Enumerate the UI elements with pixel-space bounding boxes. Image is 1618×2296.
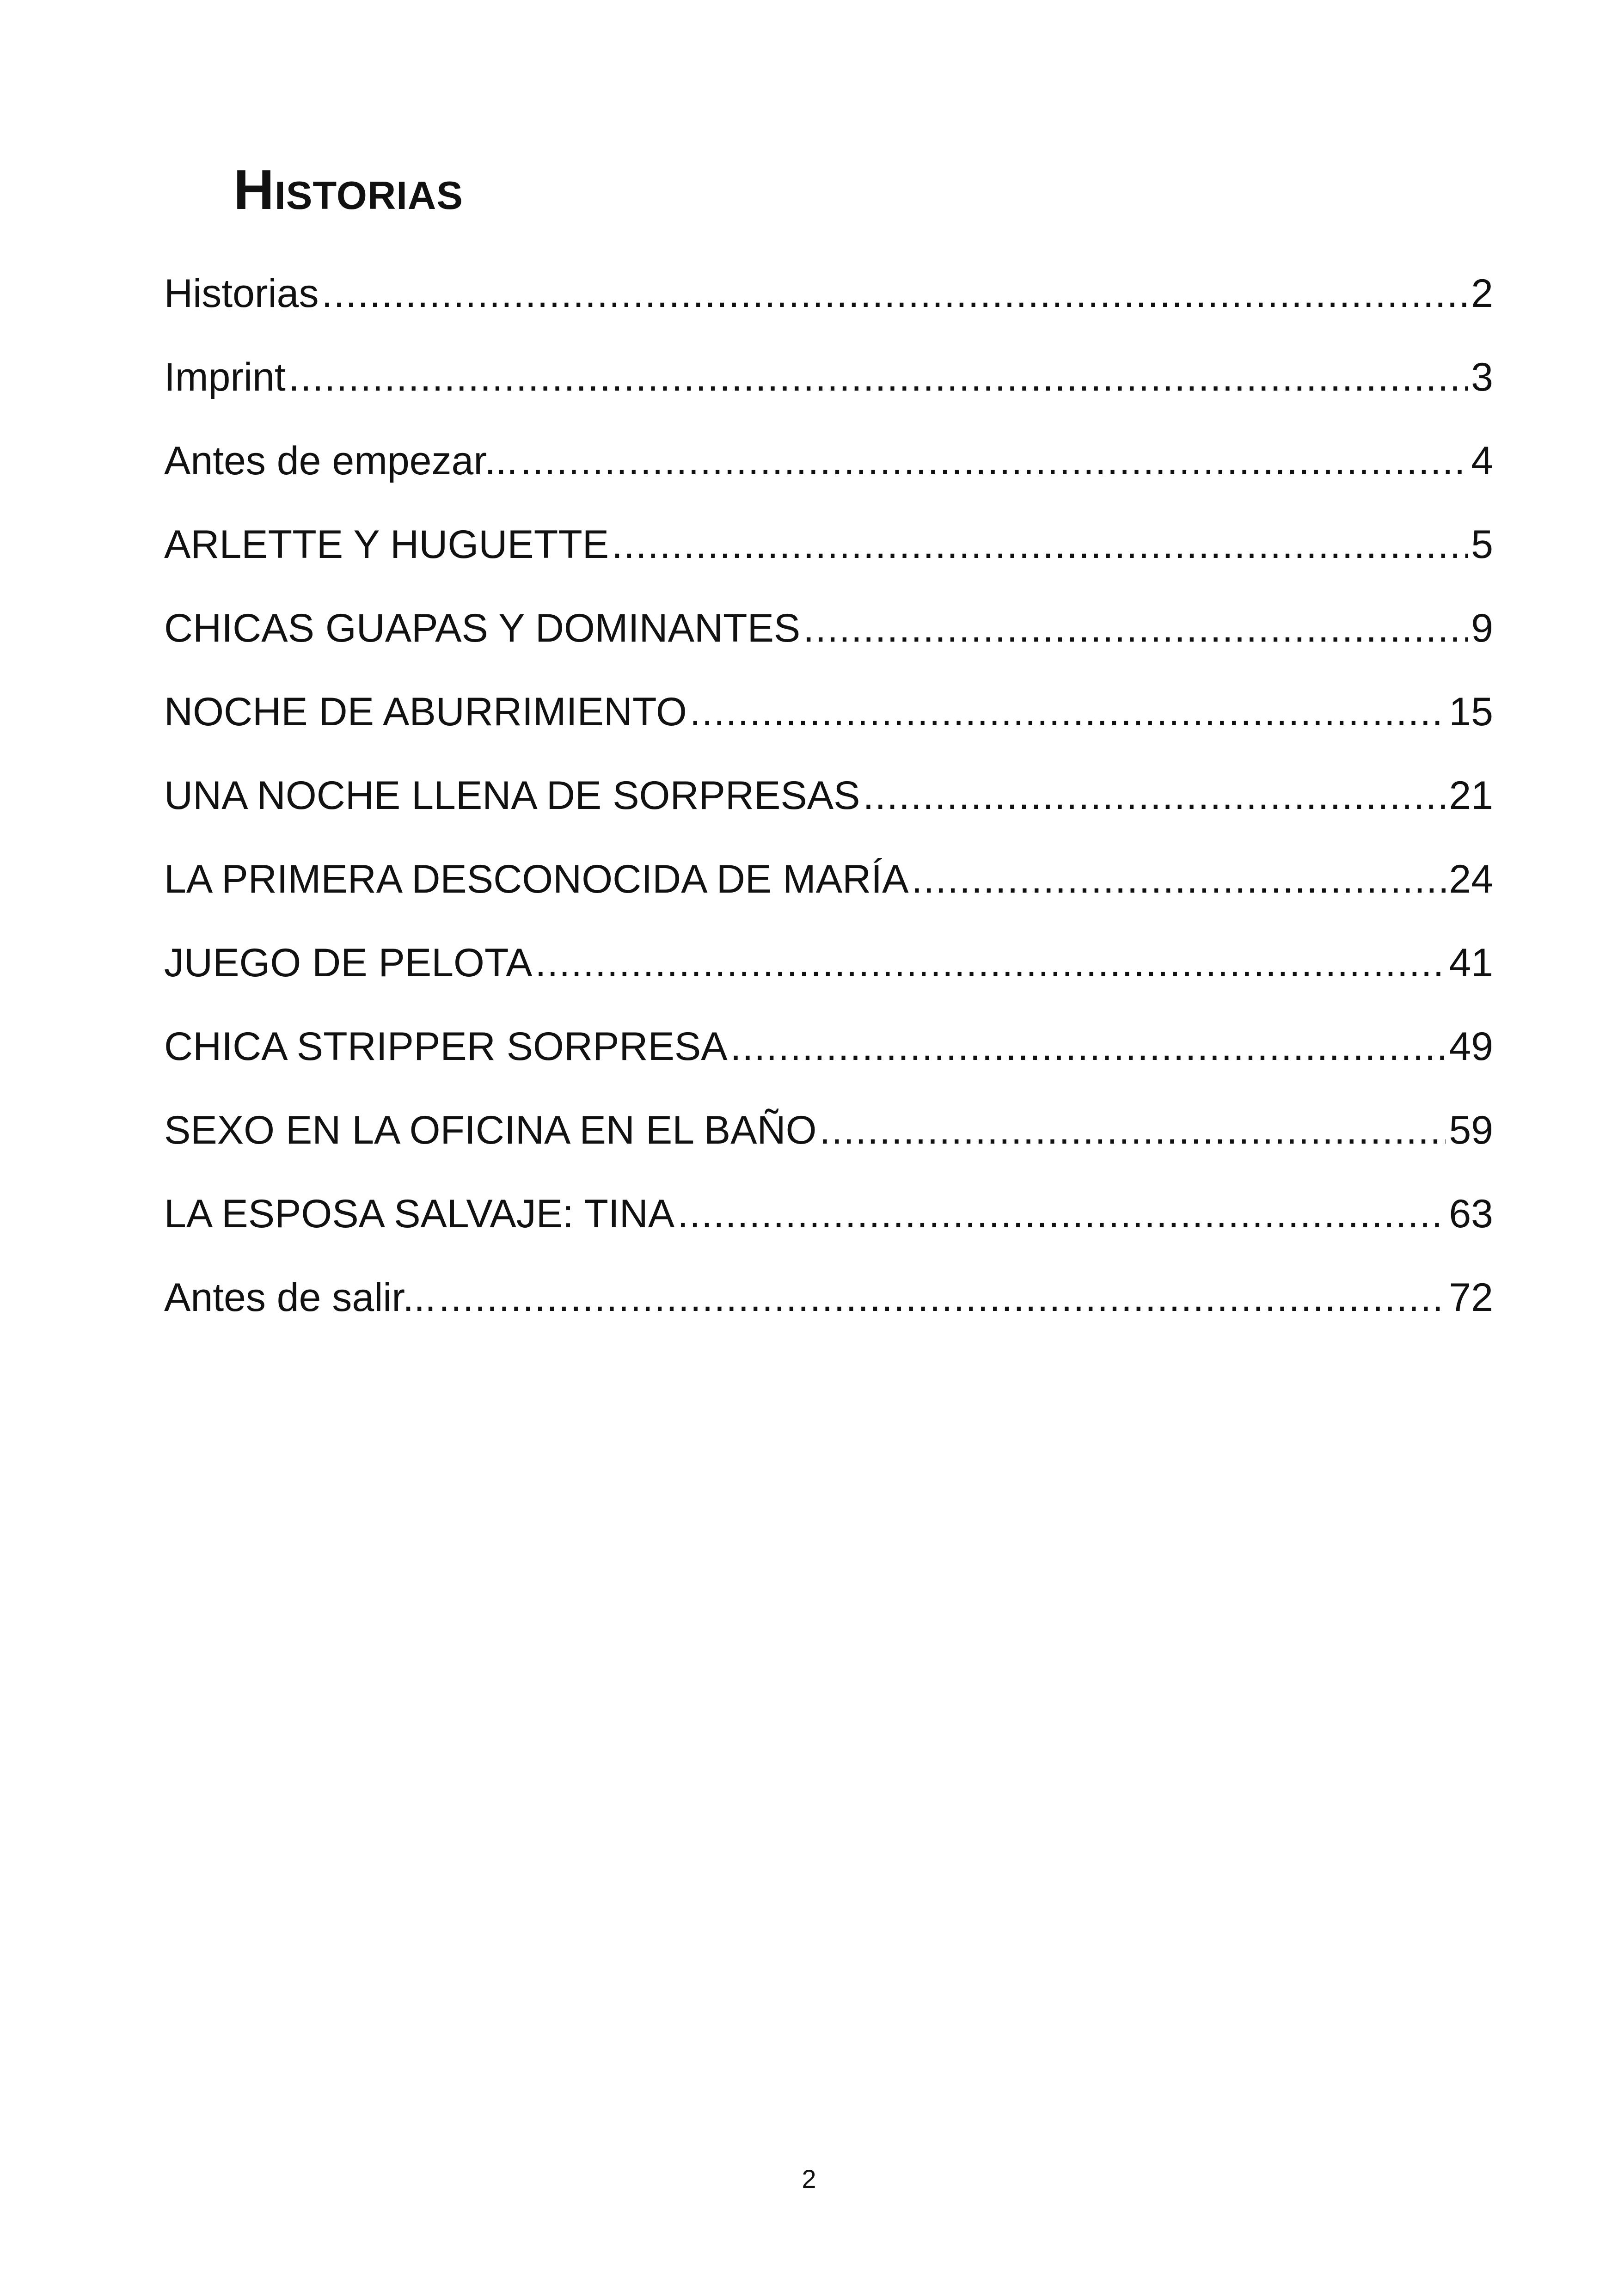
toc-entry-label: NOCHE DE ABURRIMIENTO — [164, 690, 687, 734]
toc-dot-leader — [690, 670, 1446, 754]
toc-dot-leader — [521, 419, 1468, 503]
page-title: Historias — [233, 158, 463, 221]
toc-dot-leader — [322, 252, 1469, 336]
toc-entry-label: ARLETTE Y HUGUETTE — [164, 522, 609, 567]
toc-entry-label: CHICA STRIPPER SORPRESA — [164, 1024, 728, 1069]
toc-entry-page: 72 — [1449, 1275, 1493, 1320]
toc-entry-page: 5 — [1471, 522, 1493, 567]
toc-entry-page: 4 — [1471, 439, 1493, 483]
toc-entry[interactable] — [164, 336, 1493, 419]
toc-entry-label: LA ESPOSA SALVAJE: TINA — [164, 1192, 675, 1236]
toc-entry-page: 21 — [1449, 773, 1493, 818]
toc-dot-leader — [911, 838, 1446, 921]
toc-entry-label: Imprint — [164, 355, 286, 399]
toc-entry[interactable] — [164, 1005, 1493, 1089]
toc-dot-leader — [439, 1256, 1446, 1340]
toc-dot-leader — [677, 1172, 1446, 1256]
toc-entry[interactable] — [164, 838, 1493, 921]
toc-entry-label: UNA NOCHE LLENA DE SORPRESAS — [164, 773, 860, 818]
toc-entry-label: JUEGO DE PELOTA — [164, 941, 533, 985]
toc-entry[interactable] — [164, 754, 1493, 838]
toc-entry[interactable] — [164, 587, 1493, 670]
toc-entry-label: CHICAS GUAPAS Y DOMINANTES — [164, 606, 801, 650]
toc-entry-page: 59 — [1449, 1108, 1493, 1152]
toc-entry-page: 2 — [1471, 271, 1493, 316]
toc-entry-label: Antes de empezar... — [164, 439, 518, 483]
toc-dot-leader — [863, 754, 1446, 838]
toc-entry[interactable] — [164, 419, 1493, 503]
toc-entry-page: 3 — [1471, 355, 1493, 399]
toc-dot-leader — [819, 1089, 1446, 1172]
toc-entry[interactable] — [164, 1172, 1493, 1256]
table-of-contents — [164, 252, 1493, 1340]
toc-entry[interactable] — [164, 1089, 1493, 1172]
toc-dot-leader — [612, 503, 1468, 587]
toc-entry-page: 24 — [1449, 857, 1493, 901]
toc-entry-label: SEXO EN LA OFICINA EN EL BAÑO — [164, 1108, 817, 1152]
toc-dot-leader — [803, 587, 1468, 670]
toc-entry-label: Historias — [164, 271, 319, 316]
toc-entry[interactable] — [164, 503, 1493, 587]
toc-entry-page: 15 — [1449, 690, 1493, 734]
toc-dot-leader — [730, 1005, 1446, 1089]
page-number: 2 — [802, 2164, 816, 2193]
toc-entry-page: 9 — [1471, 606, 1493, 650]
toc-dot-leader — [535, 921, 1446, 1005]
toc-entry-label: Antes de salir... — [164, 1275, 436, 1320]
toc-entry-page: 63 — [1449, 1192, 1493, 1236]
toc-entry-page: 41 — [1449, 941, 1493, 985]
toc-entry[interactable] — [164, 252, 1493, 336]
toc-entry-label: LA PRIMERA DESCONOCIDA DE MARÍA — [164, 857, 909, 901]
toc-entry[interactable] — [164, 670, 1493, 754]
toc-entry-page: 49 — [1449, 1024, 1493, 1069]
toc-dot-leader — [288, 336, 1468, 419]
toc-entry[interactable] — [164, 921, 1493, 1005]
toc-entry[interactable] — [164, 1256, 1493, 1340]
